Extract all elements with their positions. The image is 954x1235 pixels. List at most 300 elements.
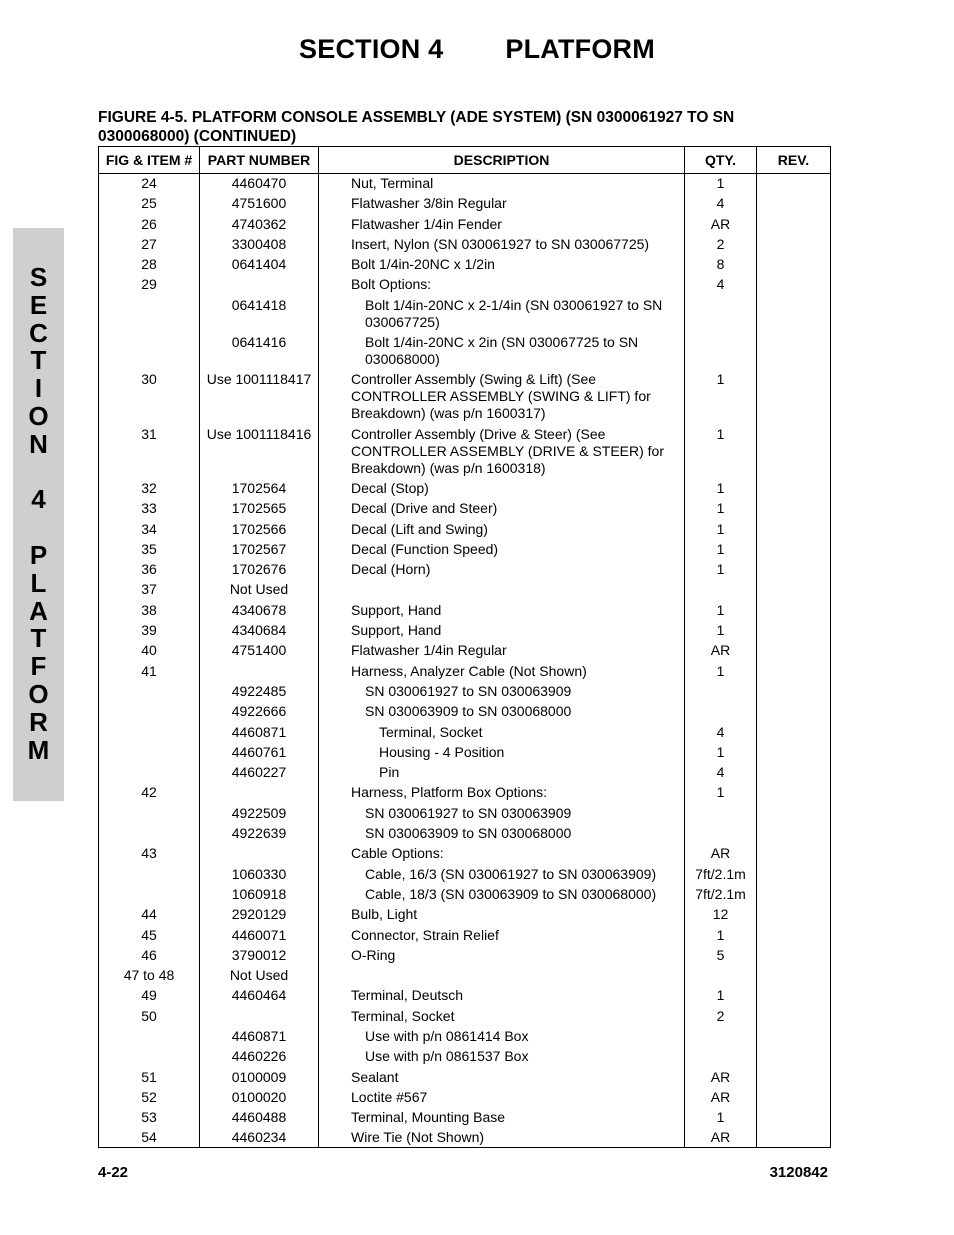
- cell-revision: [757, 764, 831, 784]
- cell-item-number: [99, 1048, 200, 1068]
- cell-revision: [757, 805, 831, 825]
- cell-part-number: 4460488: [200, 1109, 319, 1129]
- cell-item-number: [99, 886, 200, 906]
- side-tab-letter: I: [34, 373, 43, 404]
- cell-part-number: Use 1001118416: [200, 426, 319, 480]
- cell-quantity: [685, 683, 757, 703]
- cell-item-number: 50: [99, 1008, 200, 1028]
- cell-part-number: 4922666: [200, 703, 319, 723]
- description-text: O-Ring: [351, 946, 396, 963]
- cell-description: [319, 927, 685, 947]
- cell-item-number: [99, 764, 200, 784]
- table-row: [99, 886, 831, 906]
- cell-description: [319, 500, 685, 520]
- cell-quantity: [685, 297, 757, 334]
- cell-part-number: 0100020: [200, 1089, 319, 1109]
- table-row: [99, 906, 831, 926]
- cell-quantity: 4: [685, 195, 757, 215]
- cell-description: [319, 256, 685, 276]
- cell-item-number: 32: [99, 480, 200, 500]
- cell-quantity: [685, 1048, 757, 1068]
- table-row: [99, 216, 831, 236]
- table-row: [99, 947, 831, 967]
- description-text: Harness, Analyzer Cable (Not Shown): [351, 662, 587, 679]
- cell-description: [319, 724, 685, 744]
- cell-description: [319, 947, 685, 967]
- cell-quantity: 1: [685, 500, 757, 520]
- col-header-rev: REV.: [757, 147, 831, 174]
- cell-revision: [757, 256, 831, 276]
- cell-revision: [757, 174, 831, 196]
- description-text: Nut, Terminal: [351, 175, 434, 191]
- cell-item-number: 33: [99, 500, 200, 520]
- cell-item-number: 28: [99, 256, 200, 276]
- description-text: Support, Hand: [351, 601, 442, 618]
- cell-item-number: [99, 724, 200, 744]
- cell-quantity: 2: [685, 236, 757, 256]
- cell-revision: [757, 426, 831, 480]
- cell-item-number: [99, 866, 200, 886]
- cell-item-number: [99, 297, 200, 334]
- table-row: [99, 642, 831, 662]
- cell-part-number: 4340678: [200, 602, 319, 622]
- cell-description: [319, 845, 685, 865]
- document-number: 3120842: [769, 1164, 828, 1181]
- description-text: Decal (Function Speed): [351, 540, 499, 557]
- cell-item-number: 40: [99, 642, 200, 662]
- cell-description: [319, 1048, 685, 1068]
- side-tab-letter: M: [27, 734, 50, 765]
- cell-description: [319, 174, 685, 196]
- table-row: [99, 1109, 831, 1129]
- cell-part-number: 1702676: [200, 561, 319, 581]
- cell-description: [319, 1008, 685, 1028]
- cell-item-number: 44: [99, 906, 200, 926]
- side-tab-letter: [13, 514, 64, 542]
- description-text: Connector, Strain Relief: [351, 926, 499, 943]
- cell-quantity: 7ft/2.1m: [685, 866, 757, 886]
- description-text: Harness, Platform Box Options:: [351, 784, 548, 801]
- cell-part-number: 4340684: [200, 622, 319, 642]
- cell-part-number: 4751400: [200, 642, 319, 662]
- col-header-item: FIG & ITEM #: [99, 147, 200, 174]
- cell-part-number: 2920129: [200, 906, 319, 926]
- cell-description: [319, 1089, 685, 1109]
- cell-description: [319, 987, 685, 1007]
- cell-description: [319, 683, 685, 703]
- cell-item-number: 42: [99, 784, 200, 804]
- parts-table: [98, 146, 831, 1148]
- cell-part-number: 4460761: [200, 744, 319, 764]
- cell-description: [319, 764, 685, 784]
- description-text: Cable, 16/3 (SN 030061927 to SN 030063909): [365, 865, 657, 882]
- cell-revision: [757, 1129, 831, 1148]
- cell-revision: [757, 216, 831, 236]
- cell-item-number: 54: [99, 1129, 200, 1148]
- table-row: [99, 987, 831, 1007]
- cell-item-number: 43: [99, 845, 200, 865]
- table-row: [99, 500, 831, 520]
- cell-revision: [757, 906, 831, 926]
- cell-part-number: Not Used: [200, 581, 319, 601]
- cell-revision: [757, 602, 831, 622]
- cell-revision: [757, 334, 831, 371]
- page-header: [0, 34, 954, 65]
- description-text: Use with p/n 0861537 Box: [365, 1048, 529, 1065]
- table-row: [99, 805, 831, 825]
- cell-item-number: [99, 744, 200, 764]
- cell-quantity: 1: [685, 561, 757, 581]
- table-row: [99, 1048, 831, 1068]
- table-row: [99, 236, 831, 256]
- cell-part-number: 0100009: [200, 1069, 319, 1089]
- description-text: SN 030063909 to SN 030068000: [365, 825, 572, 842]
- table-row: [99, 276, 831, 296]
- cell-part-number: 1702565: [200, 500, 319, 520]
- cell-part-number: 4460226: [200, 1048, 319, 1068]
- cell-description: [319, 195, 685, 215]
- table-row: [99, 744, 831, 764]
- description-text: SN 030061927 to SN 030063909: [365, 682, 572, 699]
- cell-revision: [757, 825, 831, 845]
- side-tab-letter: F: [30, 651, 47, 682]
- description-text: Wire Tie (Not Shown): [351, 1129, 485, 1146]
- side-tab-letter: 4: [31, 484, 46, 515]
- table-row: [99, 297, 831, 334]
- cell-revision: [757, 1008, 831, 1028]
- cell-revision: [757, 1069, 831, 1089]
- cell-description: [319, 1129, 685, 1148]
- cell-description: [319, 1109, 685, 1129]
- side-tab-letter: [13, 459, 64, 487]
- cell-revision: [757, 500, 831, 520]
- cell-description: [319, 521, 685, 541]
- cell-quantity: 1: [685, 426, 757, 480]
- cell-item-number: 26: [99, 216, 200, 236]
- table-row: [99, 764, 831, 784]
- cell-description: [319, 236, 685, 256]
- cell-item-number: [99, 805, 200, 825]
- cell-description: [319, 1069, 685, 1089]
- cell-item-number: 34: [99, 521, 200, 541]
- cell-description: [319, 276, 685, 296]
- cell-revision: [757, 297, 831, 334]
- side-tab-letter: P: [29, 539, 48, 570]
- cell-part-number: 4460071: [200, 927, 319, 947]
- cell-item-number: 38: [99, 602, 200, 622]
- table-row: [99, 1028, 831, 1048]
- cell-quantity: [685, 1028, 757, 1048]
- side-tab-letter: N: [29, 428, 48, 459]
- cell-item-number: 35: [99, 541, 200, 561]
- cell-revision: [757, 561, 831, 581]
- cell-item-number: [99, 683, 200, 703]
- table-row: [99, 967, 831, 987]
- table-row: [99, 256, 831, 276]
- cell-revision: [757, 744, 831, 764]
- description-text: Terminal, Socket: [379, 723, 483, 740]
- side-tab-letter: E: [29, 289, 48, 320]
- cell-description: [319, 216, 685, 236]
- cell-quantity: 4: [685, 724, 757, 744]
- cell-item-number: 49: [99, 987, 200, 1007]
- section-title: PLATFORM: [505, 34, 655, 64]
- parts-table-header: [99, 147, 831, 174]
- cell-revision: [757, 642, 831, 662]
- cell-quantity: 1: [685, 744, 757, 764]
- cell-item-number: 45: [99, 927, 200, 947]
- cell-description: [319, 805, 685, 825]
- cell-part-number: [200, 276, 319, 296]
- cell-revision: [757, 927, 831, 947]
- cell-quantity: AR: [685, 845, 757, 865]
- cell-quantity: 4: [685, 764, 757, 784]
- table-row: [99, 1129, 831, 1148]
- table-row: [99, 174, 831, 196]
- cell-part-number: 4460227: [200, 764, 319, 784]
- cell-revision: [757, 276, 831, 296]
- cell-part-number: Use 1001118417: [200, 371, 319, 425]
- table-row: [99, 1069, 831, 1089]
- cell-part-number: 4460871: [200, 724, 319, 744]
- cell-description: [319, 967, 685, 987]
- section-side-tab: [13, 228, 64, 801]
- description-text: Terminal, Mounting Base: [351, 1109, 506, 1126]
- description-text: Cable Options:: [351, 845, 444, 862]
- cell-quantity: 12: [685, 906, 757, 926]
- description-text: Bolt 1/4in-20NC x 1/2in: [351, 256, 495, 273]
- cell-quantity: 1: [685, 987, 757, 1007]
- table-row: [99, 581, 831, 601]
- cell-quantity: 1: [685, 927, 757, 947]
- cell-part-number: 0641418: [200, 297, 319, 334]
- cell-revision: [757, 371, 831, 425]
- cell-quantity: AR: [685, 1089, 757, 1109]
- cell-revision: [757, 581, 831, 601]
- cell-description: [319, 663, 685, 683]
- description-text: Flatwasher 3/8in Regular: [351, 195, 507, 212]
- cell-quantity: 4: [685, 276, 757, 296]
- cell-item-number: 36: [99, 561, 200, 581]
- cell-item-number: 51: [99, 1069, 200, 1089]
- cell-description: [319, 426, 685, 480]
- cell-item-number: 27: [99, 236, 200, 256]
- table-row: [99, 480, 831, 500]
- cell-item-number: [99, 334, 200, 371]
- table-row: [99, 663, 831, 683]
- cell-quantity: AR: [685, 1129, 757, 1148]
- cell-description: [319, 297, 685, 334]
- cell-part-number: 1060330: [200, 866, 319, 886]
- cell-revision: [757, 886, 831, 906]
- table-row: [99, 845, 831, 865]
- cell-revision: [757, 236, 831, 256]
- table-row: [99, 683, 831, 703]
- cell-quantity: 7ft/2.1m: [685, 886, 757, 906]
- cell-quantity: 8: [685, 256, 757, 276]
- cell-revision: [757, 195, 831, 215]
- description-text: Flatwasher 1/4in Regular: [351, 642, 507, 659]
- description-text: Cable, 18/3 (SN 030063909 to SN 030068000): [365, 885, 657, 902]
- cell-revision: [757, 1109, 831, 1129]
- side-tab-letter: S: [29, 262, 48, 292]
- cell-item-number: 47 to 48: [99, 967, 200, 987]
- description-text: Housing - 4 Position: [379, 743, 505, 760]
- cell-description: [319, 1028, 685, 1048]
- cell-part-number: 1702567: [200, 541, 319, 561]
- cell-quantity: 1: [685, 371, 757, 425]
- cell-part-number: 4922509: [200, 805, 319, 825]
- cell-revision: [757, 967, 831, 987]
- description-text: Decal (Lift and Swing): [351, 520, 488, 537]
- cell-description: [319, 642, 685, 662]
- table-row: [99, 521, 831, 541]
- description-text: Loctite #567: [351, 1088, 428, 1105]
- cell-quantity: 1: [685, 1109, 757, 1129]
- col-header-description: DESCRIPTION: [319, 147, 685, 174]
- side-tab-letter: C: [29, 317, 48, 348]
- cell-item-number: 46: [99, 947, 200, 967]
- table-row: [99, 784, 831, 804]
- cell-quantity: [685, 825, 757, 845]
- cell-description: [319, 825, 685, 845]
- side-tab-letter: R: [29, 706, 48, 737]
- cell-part-number: 4460464: [200, 987, 319, 1007]
- cell-part-number: [200, 784, 319, 804]
- cell-part-number: 3300408: [200, 236, 319, 256]
- figure-title: FIGURE 4-5. PLATFORM CONSOLE ASSEMBLY (ADE SYSTEM) (SN 0300061927 TO SN 0300068000) (CONTINUED): [98, 109, 735, 145]
- description-text: Controller Assembly (Swing & Lift) (See CONTROLLER ASSEMBLY (SWING & LIFT) for Breakdown) (was p/n 1600317): [351, 371, 651, 422]
- cell-description: [319, 581, 685, 601]
- cell-description: [319, 541, 685, 561]
- table-row: [99, 703, 831, 723]
- description-text: Bulb, Light: [351, 906, 418, 923]
- cell-part-number: 4460470: [200, 174, 319, 196]
- cell-revision: [757, 480, 831, 500]
- table-row: [99, 426, 831, 480]
- cell-part-number: 1060918: [200, 886, 319, 906]
- cell-part-number: 0641404: [200, 256, 319, 276]
- cell-quantity: 1: [685, 622, 757, 642]
- cell-quantity: 1: [685, 521, 757, 541]
- cell-item-number: 41: [99, 663, 200, 683]
- cell-revision: [757, 622, 831, 642]
- description-text: Decal (Horn): [351, 561, 431, 578]
- cell-part-number: Not Used: [200, 967, 319, 987]
- cell-description: [319, 561, 685, 581]
- table-row: [99, 561, 831, 581]
- table-row: [99, 866, 831, 886]
- cell-part-number: [200, 663, 319, 683]
- side-tab-letters: [13, 264, 64, 764]
- table-row: [99, 334, 831, 371]
- cell-part-number: 3790012: [200, 947, 319, 967]
- cell-quantity: [685, 581, 757, 601]
- cell-item-number: 30: [99, 371, 200, 425]
- cell-description: [319, 866, 685, 886]
- description-text: SN 030061927 to SN 030063909: [365, 804, 572, 821]
- cell-quantity: 1: [685, 663, 757, 683]
- cell-quantity: [685, 805, 757, 825]
- cell-description: [319, 703, 685, 723]
- parts-table-body: [99, 174, 831, 1148]
- table-row: [99, 622, 831, 642]
- col-header-part-number: PART NUMBER: [200, 147, 319, 174]
- cell-revision: [757, 663, 831, 683]
- cell-part-number: [200, 1008, 319, 1028]
- side-tab-letter: T: [30, 345, 47, 376]
- table-row: [99, 1089, 831, 1109]
- cell-revision: [757, 724, 831, 744]
- description-text: Flatwasher 1/4in Fender: [351, 215, 502, 232]
- cell-revision: [757, 947, 831, 967]
- cell-item-number: [99, 1028, 200, 1048]
- cell-description: [319, 622, 685, 642]
- cell-part-number: 4460871: [200, 1028, 319, 1048]
- table-row: [99, 195, 831, 215]
- cell-revision: [757, 521, 831, 541]
- cell-description: [319, 744, 685, 764]
- cell-quantity: 5: [685, 947, 757, 967]
- page-number: 4-22: [98, 1164, 129, 1181]
- cell-part-number: 4740362: [200, 216, 319, 236]
- description-text: Terminal, Deutsch: [351, 987, 464, 1004]
- description-text: Bolt 1/4in-20NC x 2in (SN 030067725 to SN 030068000): [365, 334, 639, 368]
- col-header-qty: QTY.: [685, 147, 757, 174]
- table-row: [99, 927, 831, 947]
- cell-quantity: [685, 967, 757, 987]
- description-text: Terminal, Socket: [351, 1007, 455, 1024]
- cell-revision: [757, 784, 831, 804]
- table-row: [99, 602, 831, 622]
- cell-revision: [757, 1048, 831, 1068]
- side-tab-letter: T: [30, 623, 47, 654]
- cell-quantity: AR: [685, 1069, 757, 1089]
- cell-part-number: 4751600: [200, 195, 319, 215]
- cell-quantity: [685, 703, 757, 723]
- cell-item-number: 53: [99, 1109, 200, 1129]
- description-text: Bolt 1/4in-20NC x 2-1/4in (SN 030061927 to SN 030067725): [365, 296, 663, 330]
- description-text: Controller Assembly (Drive & Steer) (See CONTROLLER ASSEMBLY (DRIVE & STEER) for Breakdown) (was p/n 1600318): [351, 425, 665, 476]
- cell-quantity: 1: [685, 174, 757, 196]
- cell-description: [319, 371, 685, 425]
- cell-part-number: 1702564: [200, 480, 319, 500]
- table-row: [99, 541, 831, 561]
- table-row: [99, 371, 831, 425]
- cell-item-number: [99, 703, 200, 723]
- cell-quantity: [685, 334, 757, 371]
- cell-item-number: 24: [99, 174, 200, 196]
- side-tab-letter: O: [28, 678, 49, 709]
- cell-part-number: 4922485: [200, 683, 319, 703]
- description-text: Pin: [379, 764, 400, 781]
- cell-quantity: AR: [685, 216, 757, 236]
- section-number: SECTION 4: [299, 34, 444, 64]
- side-tab-letter: A: [29, 595, 48, 626]
- cell-quantity: AR: [685, 642, 757, 662]
- cell-part-number: [200, 845, 319, 865]
- cell-revision: [757, 1089, 831, 1109]
- cell-part-number: 4460234: [200, 1129, 319, 1148]
- cell-revision: [757, 987, 831, 1007]
- description-text: Insert, Nylon (SN 030061927 to SN 030067725): [351, 235, 650, 252]
- cell-revision: [757, 703, 831, 723]
- cell-part-number: 1702566: [200, 521, 319, 541]
- cell-item-number: 31: [99, 426, 200, 480]
- cell-revision: [757, 845, 831, 865]
- description-text: Sealant: [351, 1068, 399, 1085]
- cell-revision: [757, 1028, 831, 1048]
